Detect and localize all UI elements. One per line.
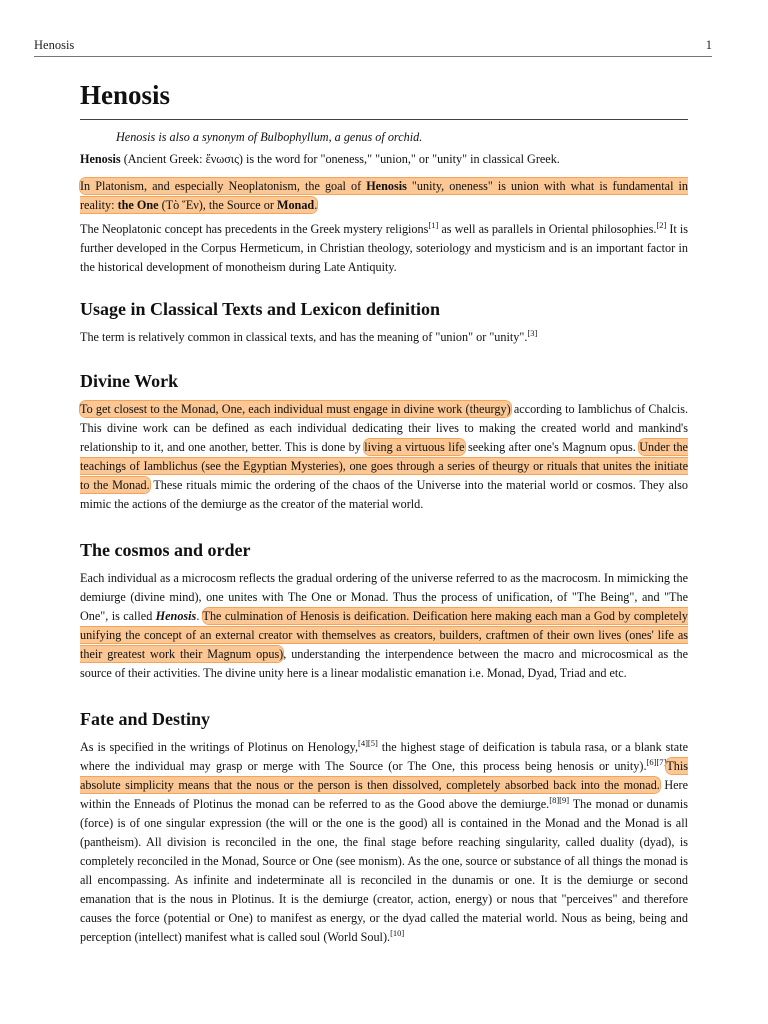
term-henosis: Henosis: [80, 152, 121, 166]
highlight: The culmination of Henosis is deification. Deification here making each man a God by completely unifying the concept of an external creator with themselves as creators, builders, craftmen of their own lives (ones' life as their greatest work their Magnum opus): [80, 609, 688, 661]
section-heading-cosmos: The cosmos and order: [80, 540, 251, 560]
section-heading-divine-work: Divine Work: [80, 371, 179, 391]
section-heading-fate: Fate and Destiny: [80, 709, 210, 729]
fate-paragraph: As is specified in the writings of Plotinus on Henology,[4][5] the highest stage of deification is tabula rasa, or a blank state where the individual may grasp or merge with The Source (or The One, this process being henosis or unity).[6][7]This absolute simplicity means that the nous or the person is then dissolved, completely absorbed back into the monad. Here within the Enneads of Plotinus the monad can be referred to as the Good above the demiurge.[8][9] The monad or dunamis (force) is of one singular expression (the will or the one is the good) all is contained in the Monad and the Monad is all (pantheism). All division is reconciled in the one, the final stage before reaching singularity, called duality (dyad), is completely reconciled in the Monad, Source or One (see monism). As the one, source or substance of all things the monad is all encompassing. As infinite and indeterminate all is reconciled in the dunamis or one. It is the demiurge or second emanation that is the nous in Plotinus. It is the demiurge (creator, action, energy) or nous that "perceives" and therefore causes the force (potential or One) to manifest as energy, or the dyad called the material world. Nous as being, being and perception (intellect) manifest what is called soul (World Soul).[10]: [80, 738, 689, 944]
running-header: [34, 38, 712, 57]
usage-paragraph: The term is relatively common in classical texts, and has the meaning of "union" or "unity".[3]: [80, 328, 538, 344]
highlight: Under the teachings of Iamblichus (see the Egyptian Mysteries), one goes through a series of theurgy or rituals that unites the initiate to the Monad.: [80, 440, 688, 492]
cosmos-paragraph: Each individual as a microcosm reflects the gradual ordering of the universe referred to as the macrocosm. In mimicking the demiurge (divine mind), one unites with The One or Monad. Thus the process of unification, of "The Being", and "The One", is called Henosis. The culmination of Henosis is deification. Deification here making each man a God by completely unifying the concept of an external creator with themselves as creators, builders, craftmen of their own lives (ones' life as their greatest work their Magnum opus), understanding the interpendence between the macro and microcosmical as the source of their activities. The divine unity here is a linear modalistic emanation i.e. Monad, Dyad, Triad and etc.: [80, 571, 688, 680]
running-title: Henosis: [34, 38, 75, 52]
reference-link[interactable]: [3]: [527, 328, 538, 338]
reference-link[interactable]: [8][9]: [549, 795, 570, 805]
highlight: In Platonism, and especially Neoplatonism, the goal of Henosis "unity, oneness" is union with what is fundamental in reality: the One (Τὸ Ἕν), the Source or Monad.: [80, 179, 688, 212]
article-body: [80, 76, 688, 947]
highlight: To get closest to the Monad, One, each individual must engage in divine work (theurgy): [80, 402, 511, 416]
highlight: This absolute simplicity means that the nous or the person is then dissolved, completely absorbed back into the monad.: [80, 759, 688, 792]
page-number: 1: [705, 38, 712, 52]
intro-paragraph-3: The Neoplatonic concept has precedents in the Greek mystery religions[1] as well as parallels in Oriental philosophies.[2] It is further developed in the Corpus Hermeticum, in Christian theology, soteriology and mysticism and is an important factor in the historical development of monotheism during Late Antiquity.: [80, 220, 688, 274]
hatnote: Henosis is also a synonym of Bulbophyllum, a genus of orchid.: [116, 130, 423, 144]
intro-paragraph-1: Henosis (Ancient Greek: ἕνωσις) is the word for "oneness," "union," or "unity" in classical Greek.: [80, 152, 560, 166]
reference-link[interactable]: [4][5]: [358, 738, 378, 748]
reference-link[interactable]: [6][7]: [646, 757, 667, 767]
term-henosis: Henosis: [155, 609, 197, 623]
reference-link[interactable]: [1]: [428, 220, 439, 230]
reference-link[interactable]: [10]: [390, 928, 405, 938]
intro-paragraph-2: [80, 177, 688, 215]
highlight: living a virtuous life: [364, 440, 465, 454]
reference-link[interactable]: [2]: [656, 220, 667, 230]
section-heading-usage: Usage in Classical Texts and Lexicon definition: [80, 299, 441, 319]
divine-work-paragraph: To get closest to the Monad, One, each individual must engage in divine work (theurgy) according to Iamblichus of Chalcis. This divine work can be defined as each individual dedicating their lives to making the created world and mankind's relationship to it, and one another, better. This is done by living a virtuous life seeking after one's Magnum opus. Under the teachings of Iamblichus (see the Egyptian Mysteries), one goes through a series of theurgy or rituals that unites the initiate to the Monad. These rituals mimic the ordering of the chaos of the Universe into the material world or cosmos. They also mimic the actions of the demiurge as the creator of the material world.: [80, 402, 688, 511]
page-title: Henosis: [80, 76, 688, 120]
